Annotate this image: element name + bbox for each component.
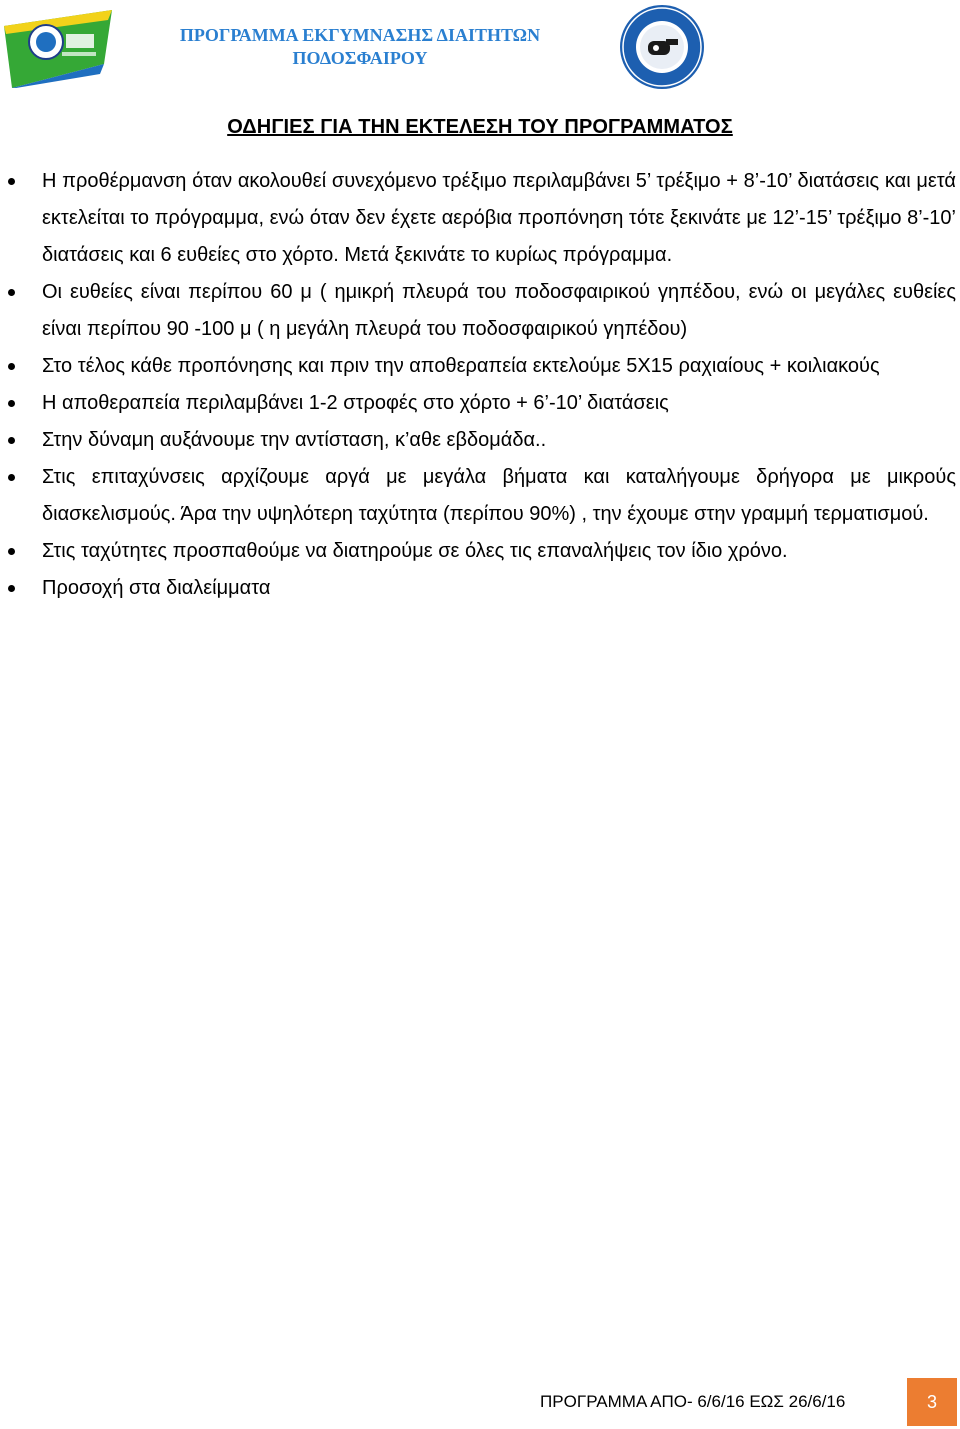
header-title-line1: ΠΡΟΓΡΑΜΜΑ ΕΚΓΥΜΝΑΣΗΣ ΔΙΑΙΤΗΤΩΝ [179, 25, 541, 45]
list-item: Η προθέρμανση όταν ακολουθεί συνεχόμενο τρέξιμο περιλαμβάνει 5’ τρέξιμο + 8’-10’ διατάσεις και μετά εκτελείται το πρόγραμμα, ενώ όταν δεν έχετε αερόβια προπόνηση τότε ξεκινάτε με 12’-15’ τρέξιμο 8’-10’ διατάσεις και 6 ευθείες στο χόρτο. Μετά ξεκινάτε το κυρίως πρόγραμμα. [0, 163, 960, 274]
list-item: Στην δύναμη αυξάνουμε την αντίσταση, κ’αθε εβδομάδα.. [0, 422, 960, 459]
document-title: ΟΔΗΓΙΕΣ ΓΙΑ ΤΗΝ ΕΚΤΕΛΕΣΗ ΤΟΥ ΠΡΟΓΡΑΜΜΑΤΟΣ [227, 116, 733, 138]
instructions-list [0, 163, 960, 607]
referee-committee-logo [618, 3, 706, 91]
header-title-line2: ΠΟΔΟΣΦΑΙΡΟΥ [292, 48, 428, 68]
program-logo [4, 4, 112, 88]
list-item: Η αποθεραπεία περιλαμβάνει 1-2 στροφές στο χόρτο + 6’-10’ διατάσεις [0, 385, 960, 422]
list-item: Στις επιταχύνσεις αρχίζουμε αργά με μεγάλα βήματα και καταλήγουμε δρήγορα με μικρούς διασκελισμούς. Άρα την υψηλότερη ταχύτητα (περίπου 90%) , την έχουμε στην γραμμή τερματισμού. [0, 459, 960, 533]
list-item: Οι ευθείες είναι περίπου 60 μ ( ημικρή πλευρά του ποδοσφαιρικού γηπέδου, ενώ οι μεγάλες ευθείες είναι περίπου 90 -100 μ ( η μεγάλη πλευρά του ποδοσφαιρικού γηπέδου) [0, 274, 960, 348]
footer-program-dates: ΠΡΟΓΡΑΜΜΑ ΑΠΟ- 6/6/16 ΕΩΣ 26/6/16 [540, 1392, 846, 1411]
list-item: Στο τέλος κάθε προπόνησης και πριν την αποθεραπεία εκτελούμε 5Χ15 ραχιαίους + κοιλιακούς [0, 348, 960, 385]
list-item: Προσοχή στα διαλείμματα [0, 570, 960, 607]
header-title [140, 24, 580, 70]
page-number-badge: 3 [907, 1378, 957, 1426]
list-item: Στις ταχύτητες προσπαθούμε να διατηρούμε σε όλες τις επαναλήψεις τον ίδιο χρόνο. [0, 533, 960, 570]
